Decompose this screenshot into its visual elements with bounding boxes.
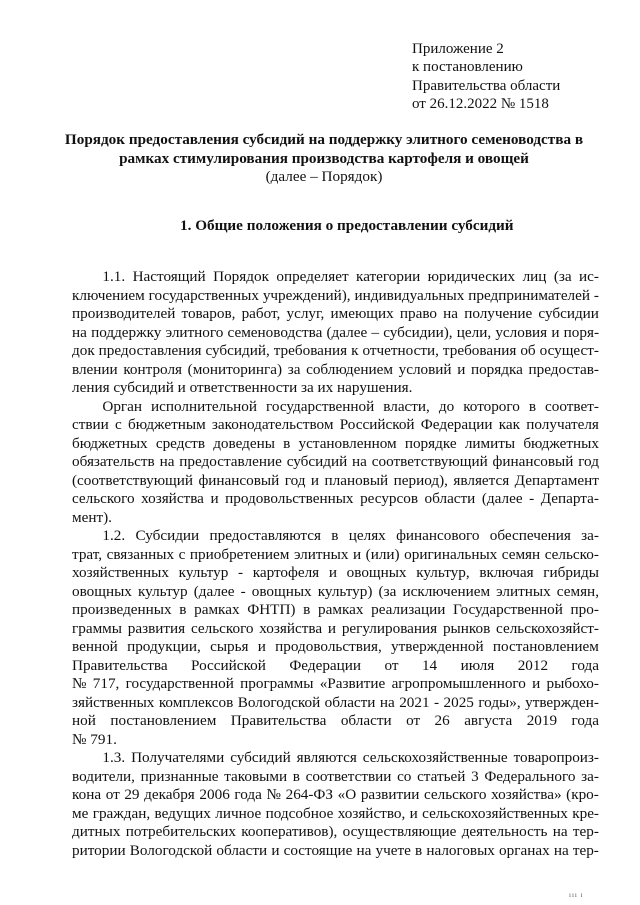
body-line: производителей товаров, работ, услуг, имеющих право на получение субсидии	[72, 305, 599, 322]
title-line: рамках стимулирования производства картофеля и овощей	[119, 149, 529, 167]
title-subline: (далее – Порядок)	[265, 168, 383, 185]
body-line: дитных потребительских кооперативов), осуществляющие деятельность на тер-	[72, 823, 599, 840]
body-line: Правительства Российской Федерации от 14 июля 2012 года	[72, 656, 599, 674]
body-line: 1.3. Получателями субсидий являются сельскохозяйственные товаропроиз-	[72, 749, 599, 766]
body-line: произведенных в рамках ФНТП) в рамках реализации Государственной про-	[72, 601, 599, 618]
body-line: док предоставления субсидий, требования к отчетности, требования об осущест-	[72, 342, 599, 359]
body-line: ления субсидий и ответственности за их нарушения.	[72, 379, 413, 396]
appendix-reference	[412, 40, 560, 114]
body-line: 1.1. Настоящий Порядок определяет категории юридических лиц (за ис-	[72, 268, 599, 285]
body-line: ме граждан, ведущих личное подсобное хозяйство, и сельскохозяйственных кре-	[72, 804, 599, 822]
body-line: сельского хозяйства и продовольственных ресурсов области (далее - Департа-	[72, 490, 599, 507]
body-line: хозяйственных культур - картофеля и овощных культур, включая гибриды	[72, 564, 599, 581]
body-line: обязательств на предоставление субсидий на соответствующий финансовый год	[72, 453, 599, 470]
appendix-line: от 26.12.2022 № 1518	[412, 96, 549, 113]
body-line: мент).	[72, 508, 112, 526]
body-line: ритории Вологодской области и состоящие на учете в налоговых органах на тер-	[72, 841, 599, 859]
body-line: трат, связанных с приобретением элитных и (или) оригинальных семян сельско-	[72, 545, 599, 563]
body-line: ной постановлением Правительства области от 26 августа 2019 года	[72, 712, 599, 729]
body-line: бюджетных средств доведены в установленном порядке лимиты бюджетных	[72, 434, 599, 452]
body-line: водители, признанные таковыми в соответствии со статьей 3 Федерального за-	[72, 767, 599, 785]
page-corner-mark: ııı ı	[569, 891, 584, 899]
body-line: овощных культур (далее - овощных культур) (за исключением элитных семян,	[72, 582, 599, 600]
body-line: граммы развития сельского хозяйства и регулирования рынков сельскохозяйст-	[72, 619, 599, 637]
body-line: влении контроля (мониторинга) за соблюдением условий и порядка предостав-	[72, 360, 599, 378]
title-line: Порядок предоставления субсидий на поддержку элитного семеноводства в	[64, 131, 584, 148]
body-line: ключением государственных учреждений), индивидуальных предпринимателей -	[72, 286, 599, 304]
appendix-line: к постановлению	[412, 59, 523, 76]
body-line: (соответствующий финансовый год и плановый период), является Департамент	[72, 471, 599, 489]
document-title	[64, 131, 584, 187]
body-line: венной продукции, сырья и продовольствия, утвержденной постановлением	[72, 638, 599, 655]
body-line: Орган исполнительной государственной власти, до которого в соответ-	[72, 397, 599, 415]
body-line: зяйственных комплексов Вологодской области на 2021 - 2025 годы», утвержден-	[72, 693, 599, 711]
body-line: кона от 29 декабря 2006 года № 264-ФЗ «О развитии сельского хозяйства» (кро-	[72, 786, 599, 803]
body-line: на поддержку элитного семеноводства (далее – субсидии), цели, условия и поря-	[72, 323, 599, 341]
body-line: ствии с бюджетным законодательством Российской Федерации как получателя	[72, 416, 599, 433]
body-line: № 791.	[72, 730, 117, 748]
section-heading: 1. Общие положения о предоставлении субсидий	[180, 217, 514, 234]
document-body	[72, 268, 599, 860]
body-line: № 717, государственной программы «Развитие агропромышленного и рыбохо-	[72, 675, 599, 692]
appendix-line: Правительства области	[412, 77, 561, 94]
body-line: 1.2. Субсидии предоставляются в целях финансового обеспечения за-	[72, 527, 599, 544]
appendix-line: Приложение 2	[412, 41, 504, 57]
